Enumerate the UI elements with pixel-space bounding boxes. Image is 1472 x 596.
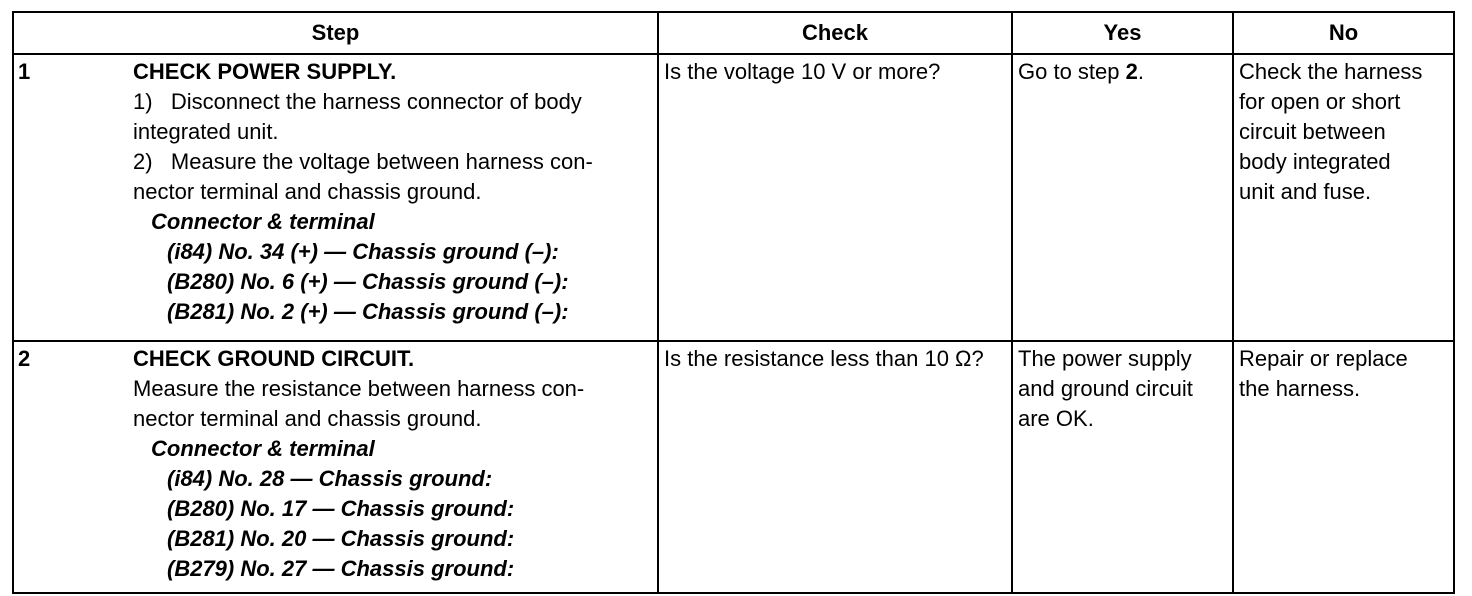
no-line: the harness.	[1239, 376, 1361, 401]
no-line: body integrated	[1239, 149, 1391, 174]
header-yes: Yes	[1012, 12, 1233, 54]
yes-line: and ground circuit	[1018, 376, 1193, 401]
yes-line: The power supply	[1018, 346, 1192, 371]
table-row	[13, 341, 1454, 593]
instruction-line: 2) Measure the voltage between harness con-	[133, 149, 593, 174]
yes-text: Go to step	[1018, 59, 1126, 84]
instruction-line: nector terminal and chassis ground.	[133, 406, 482, 431]
step-title: CHECK GROUND CIRCUIT.	[133, 346, 415, 371]
terminal-spec: (B281) No. 20 — Chassis ground:	[167, 526, 515, 551]
step-description	[133, 341, 658, 593]
no-line: Check the harness	[1239, 59, 1423, 84]
no-cell	[1233, 54, 1454, 341]
step-description	[133, 54, 658, 341]
table-row	[13, 54, 1454, 341]
instruction-line: integrated unit.	[133, 119, 279, 144]
check-cell: Is the resistance less than 10 Ω?	[658, 341, 1012, 593]
instruction-line: nector terminal and chassis ground.	[133, 179, 482, 204]
no-line: for open or short	[1239, 89, 1401, 114]
yes-cell	[1012, 54, 1233, 341]
diagnostic-table	[12, 11, 1455, 594]
yes-line: are OK.	[1018, 406, 1094, 431]
connector-terminal-label: Connector & terminal	[151, 209, 375, 234]
terminal-spec: (B281) No. 2 (+) — Chassis ground (–):	[167, 299, 569, 324]
check-cell: Is the voltage 10 V or more?	[658, 54, 1012, 341]
step-reference: 2	[1125, 59, 1138, 84]
yes-cell	[1012, 341, 1233, 593]
header-check: Check	[658, 12, 1012, 54]
header-step: Step	[13, 12, 658, 54]
instruction-line: Measure the resistance between harness con-	[133, 376, 585, 401]
step-title: CHECK POWER SUPPLY.	[133, 59, 397, 84]
yes-text-end: .	[1137, 59, 1144, 84]
terminal-spec: (i84) No. 28 — Chassis ground:	[167, 466, 493, 491]
terminal-spec: (B280) No. 6 (+) — Chassis ground (–):	[167, 269, 569, 294]
no-line: Repair or replace	[1239, 346, 1408, 371]
connector-terminal-label: Connector & terminal	[151, 436, 375, 461]
step-number: 1	[13, 54, 133, 341]
header-no: No	[1233, 12, 1454, 54]
no-line: circuit between	[1239, 119, 1386, 144]
terminal-spec: (i84) No. 34 (+) — Chassis ground (–):	[167, 239, 559, 264]
step-number: 2	[13, 341, 133, 593]
terminal-spec: (B280) No. 17 — Chassis ground:	[167, 496, 515, 521]
no-cell	[1233, 341, 1454, 593]
header-row	[13, 12, 1454, 54]
instruction-line: 1) Disconnect the harness connector of body	[133, 89, 582, 114]
terminal-spec: (B279) No. 27 — Chassis ground:	[167, 556, 515, 581]
no-line: unit and fuse.	[1239, 179, 1372, 204]
